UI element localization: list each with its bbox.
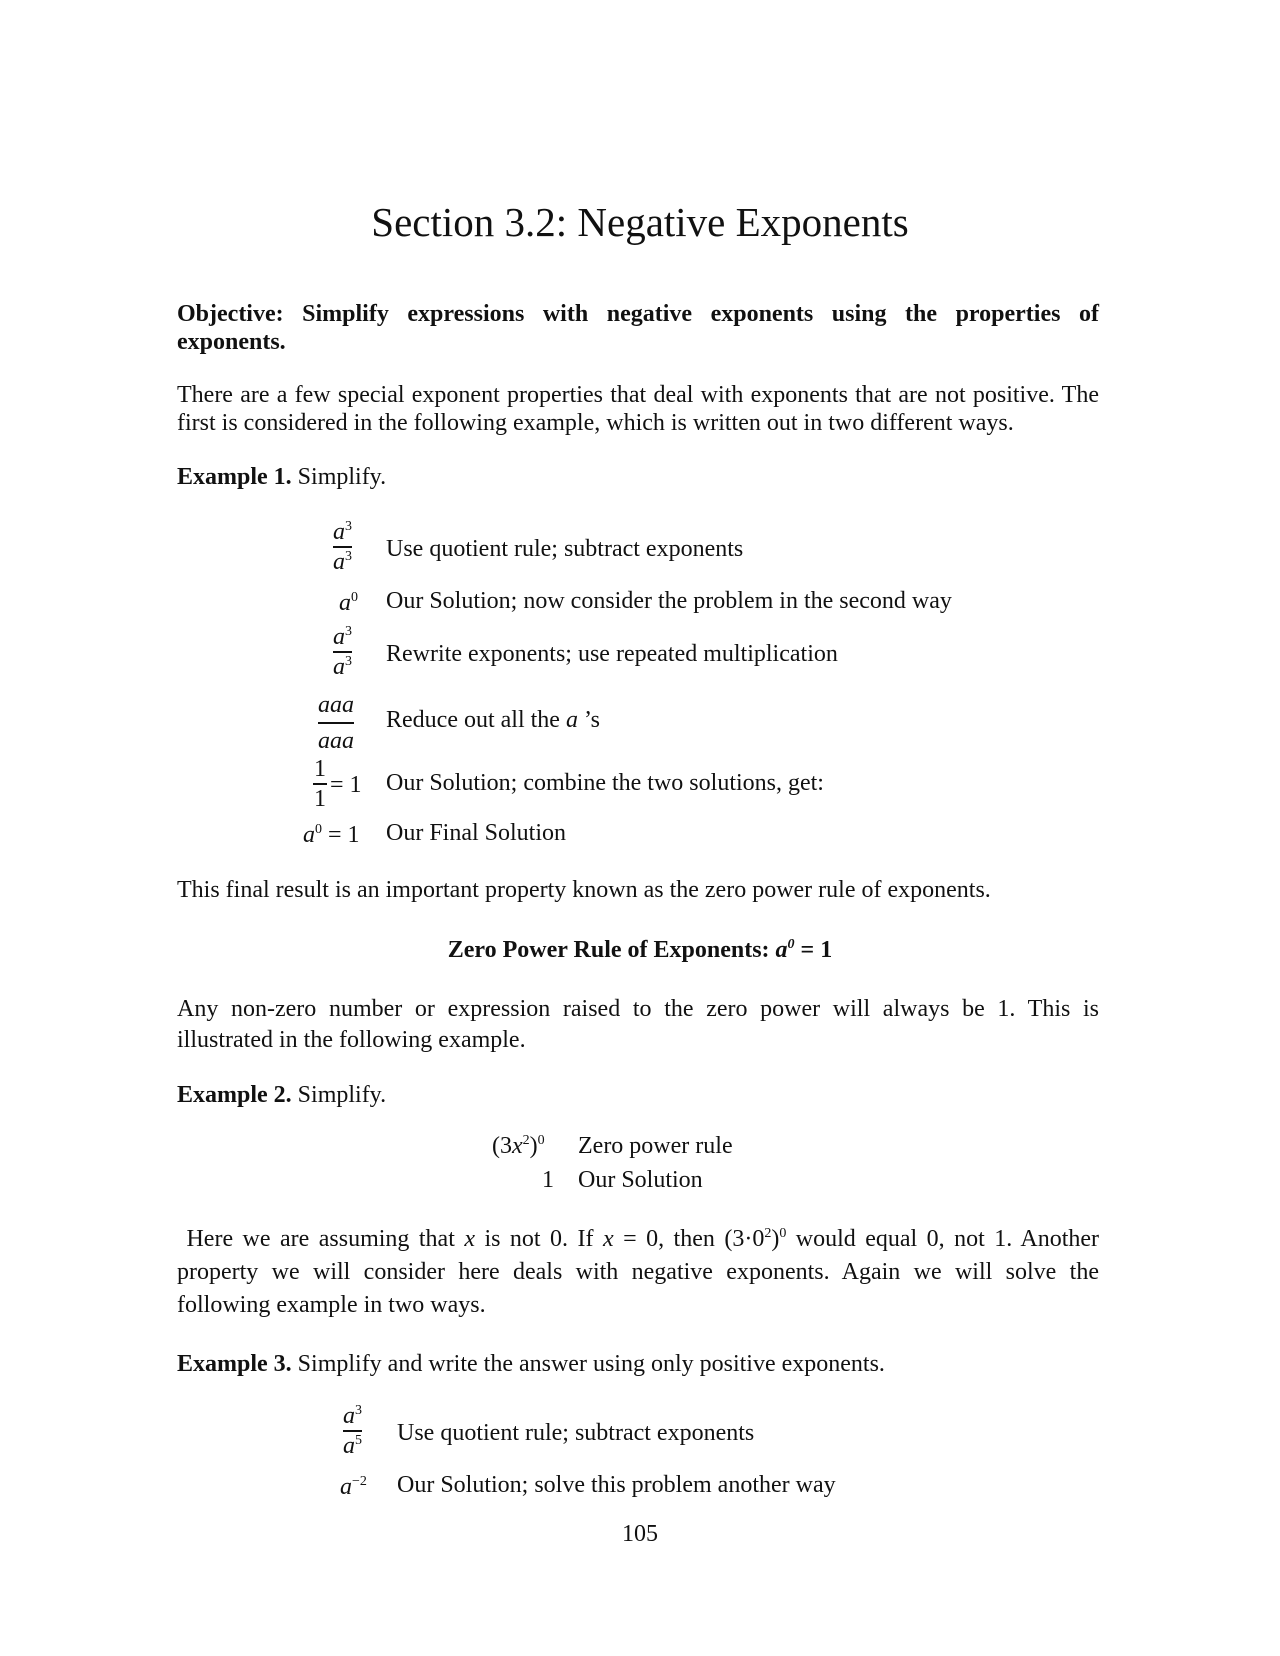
zero-result-paragraph: This final result is an important property known as the zero power rule of exponents.: [177, 877, 991, 903]
ex2-step2-note: Our Solution: [578, 1167, 703, 1193]
ex1-step4-expr: aaa aaa: [318, 692, 354, 754]
objective: Objective: Simplify expressions with negative exponents using the properties of exponents.: [177, 301, 1099, 355]
ex1-step3-note: Rewrite exponents; use repeated multiplication: [386, 641, 838, 667]
ex3-step2-note: Our Solution; solve this problem another way: [397, 1472, 836, 1498]
example3-task: Simplify and write the answer using only positive exponents.: [297, 1351, 885, 1377]
example3-heading: [177, 1350, 1099, 1378]
ex1-step5-equals: = 1: [330, 772, 362, 798]
zero-power-rule: [0, 937, 1280, 964]
zero-rule-label: Zero Power Rule of Exponents:: [447, 937, 770, 963]
assumption-paragraph: Here we are assuming that x is not 0. If x = 0, then $(3\cdot 0^2)^0$ would equal 0, not 1. Another property we will consider here deals with negative exponents. Again we will solve the following example in two ways.: [177, 1226, 1100, 1318]
ex2-step2-expr: 1: [542, 1167, 554, 1193]
example1-label: Example 1.: [177, 464, 292, 490]
ex1-step4-note: Reduce out all the a ’s: [386, 707, 600, 733]
ex1-step5-fraction: 1 1: [314, 756, 326, 812]
example3-label: Example 3.: [177, 1351, 292, 1377]
ex2-step1-note: Zero power rule: [578, 1133, 733, 1159]
page-title: Section 3.2: Negative Exponents: [371, 199, 909, 245]
example2-heading: [177, 1081, 1099, 1109]
zero-explain-paragraph: Any non-zero number or expression raised to the zero power will always be 1. This is illustrated in the following example.: [177, 996, 1099, 1053]
intro-paragraph: There are a few special exponent properties that deal with exponents that are not positive. The first is considered in the following example, which is written out in two different ways.: [177, 382, 1099, 436]
ex3-step1-expr: $a^3$ $a^5$: [343, 1403, 362, 1459]
ex1-step1-expr: $a^3$ $a^3$: [333, 519, 352, 575]
ex1-step3-expr: $a^3$ $a^3$: [333, 624, 352, 680]
zero-rule-expr: $a^0 = 1$: [775, 937, 833, 963]
ex3-step2-expr: $a^{-2}$: [340, 1474, 367, 1500]
ex1-step5-note: Our Solution; combine the two solutions, get:: [386, 770, 824, 796]
example1-heading: [177, 463, 1099, 491]
ex1-step2-note: Our Solution; now consider the problem in the second way: [386, 588, 952, 614]
ex1-step2-expr: $a^0$: [339, 590, 358, 616]
ex2-step1-expr: $(3x^2)^0$: [492, 1133, 545, 1159]
example2-label: Example 2.: [177, 1082, 292, 1108]
ex1-step6-expr: $a^0 = 1$: [303, 822, 360, 848]
ex1-step6-note: Our Final Solution: [386, 820, 567, 846]
ex1-step1-note: Use quotient rule; subtract exponents: [386, 536, 744, 562]
ex3-step1-note: Use quotient rule; subtract exponents: [397, 1420, 755, 1446]
example2-task: Simplify.: [297, 1082, 387, 1108]
example1-task: Simplify.: [297, 464, 387, 490]
page-number: 105: [622, 1521, 658, 1547]
